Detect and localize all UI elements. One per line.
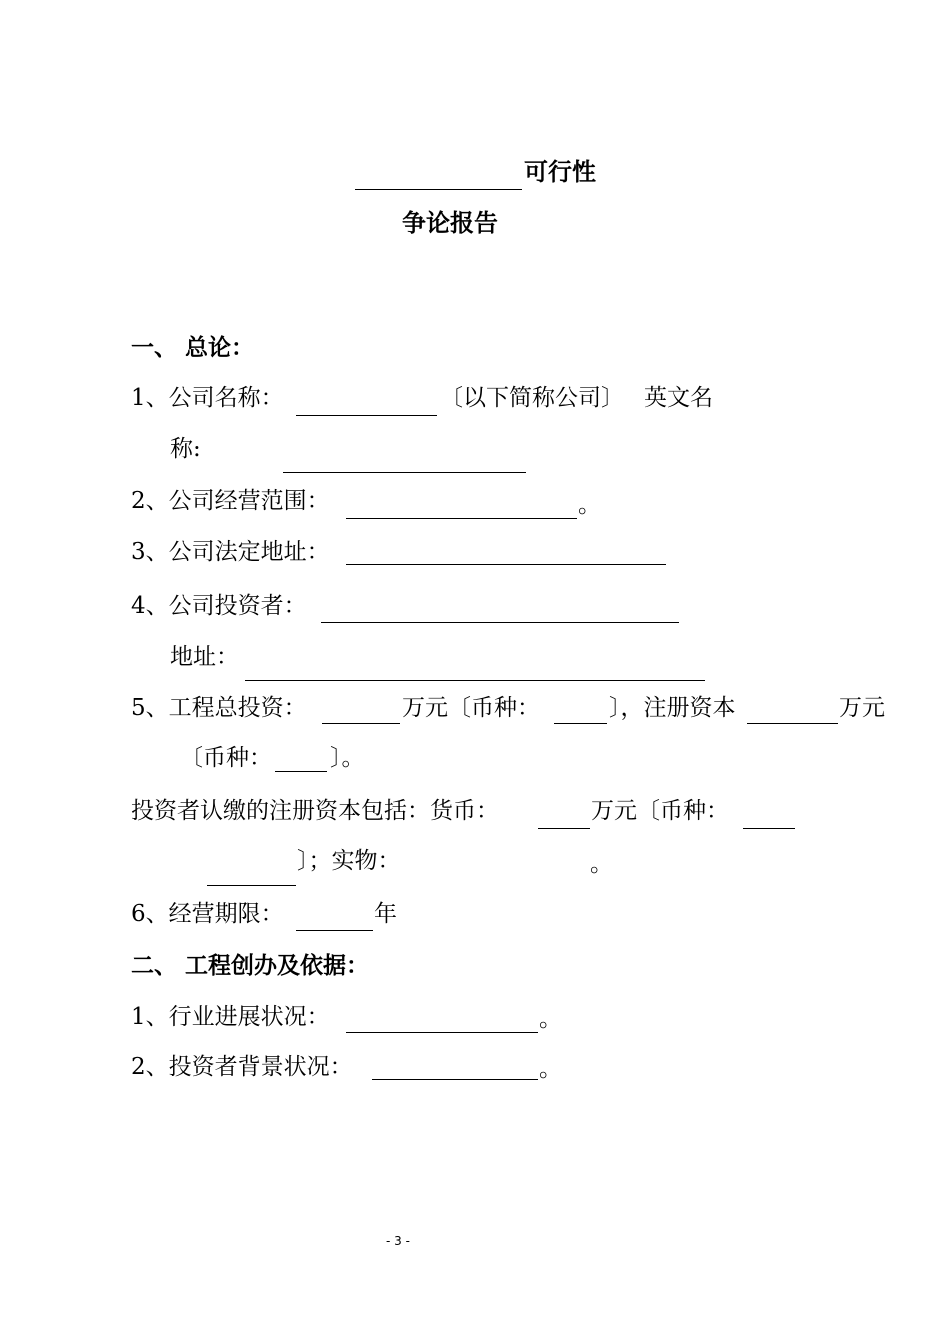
title-line-2: 争论报告	[402, 209, 498, 237]
currency-1-blank	[554, 723, 607, 724]
section-2-item-2-end: 。	[539, 1056, 562, 1082]
item-2-end: 。	[578, 492, 601, 518]
item-5-currency-2: 〔币种：	[180, 745, 272, 771]
investor-background-blank	[372, 1079, 538, 1080]
section-2-item-1-end: 。	[539, 1006, 562, 1032]
capital-wanyuan: 万元〔币种：	[591, 798, 729, 824]
item-1-label: 1、公司名称：	[131, 385, 284, 411]
page-number: - 3 -	[386, 1234, 410, 1248]
total-investment-blank	[322, 723, 400, 724]
section-2-heading: 二、 工程创办及依据：	[131, 953, 370, 979]
item-6-label: 6、经营期限：	[131, 901, 284, 927]
item-5-close-2: 〕。	[330, 745, 365, 771]
cash-amount-blank	[538, 828, 590, 829]
title-blank-line	[355, 189, 522, 190]
investor-blank	[321, 622, 679, 623]
item-4-label: 4、公司投资者：	[131, 593, 307, 619]
title-line-1: 可行性	[524, 158, 596, 186]
capital-end: 。	[590, 851, 613, 877]
item-1-english-name-a: 英文名	[644, 385, 713, 411]
item-6-unit: 年	[374, 901, 397, 927]
item-3-label: 3、公司法定地址：	[131, 539, 330, 565]
section-2-item-1-label: 1、行业进展状况：	[131, 1004, 330, 1030]
company-name-blank	[296, 415, 437, 416]
business-scope-blank	[346, 518, 577, 519]
item-5-wanyuan-1: 万元〔币种：	[402, 695, 540, 721]
currency-2-blank	[275, 771, 327, 772]
item-5-label: 5、工程总投资：	[131, 695, 307, 721]
section-2-item-2-label: 2、投资者背景状况：	[131, 1054, 353, 1080]
item-4-address-label: 地址：	[170, 644, 239, 670]
capital-close: 〕；实物：	[297, 848, 401, 874]
english-name-blank	[283, 472, 526, 473]
item-1-english-name-b: 称:	[170, 436, 201, 462]
item-1-note: 〔以下简称公司〕	[440, 385, 624, 411]
legal-address-blank	[346, 564, 666, 565]
investor-address-blank	[245, 680, 705, 681]
cash-currency-blank-a	[743, 828, 795, 829]
term-blank	[296, 930, 373, 931]
capital-label: 投资者认缴的注册资本包括：货币：	[131, 798, 499, 824]
section-1-heading: 一、 总论：	[131, 335, 255, 361]
industry-status-blank	[346, 1032, 538, 1033]
item-2-label: 2、公司经营范围：	[131, 488, 330, 514]
item-5-close-1: 〕，注册资本	[609, 695, 736, 721]
cash-currency-blank-b	[207, 885, 296, 886]
item-5-wanyuan-2: 万元	[839, 695, 885, 721]
registered-capital-blank	[747, 723, 838, 724]
